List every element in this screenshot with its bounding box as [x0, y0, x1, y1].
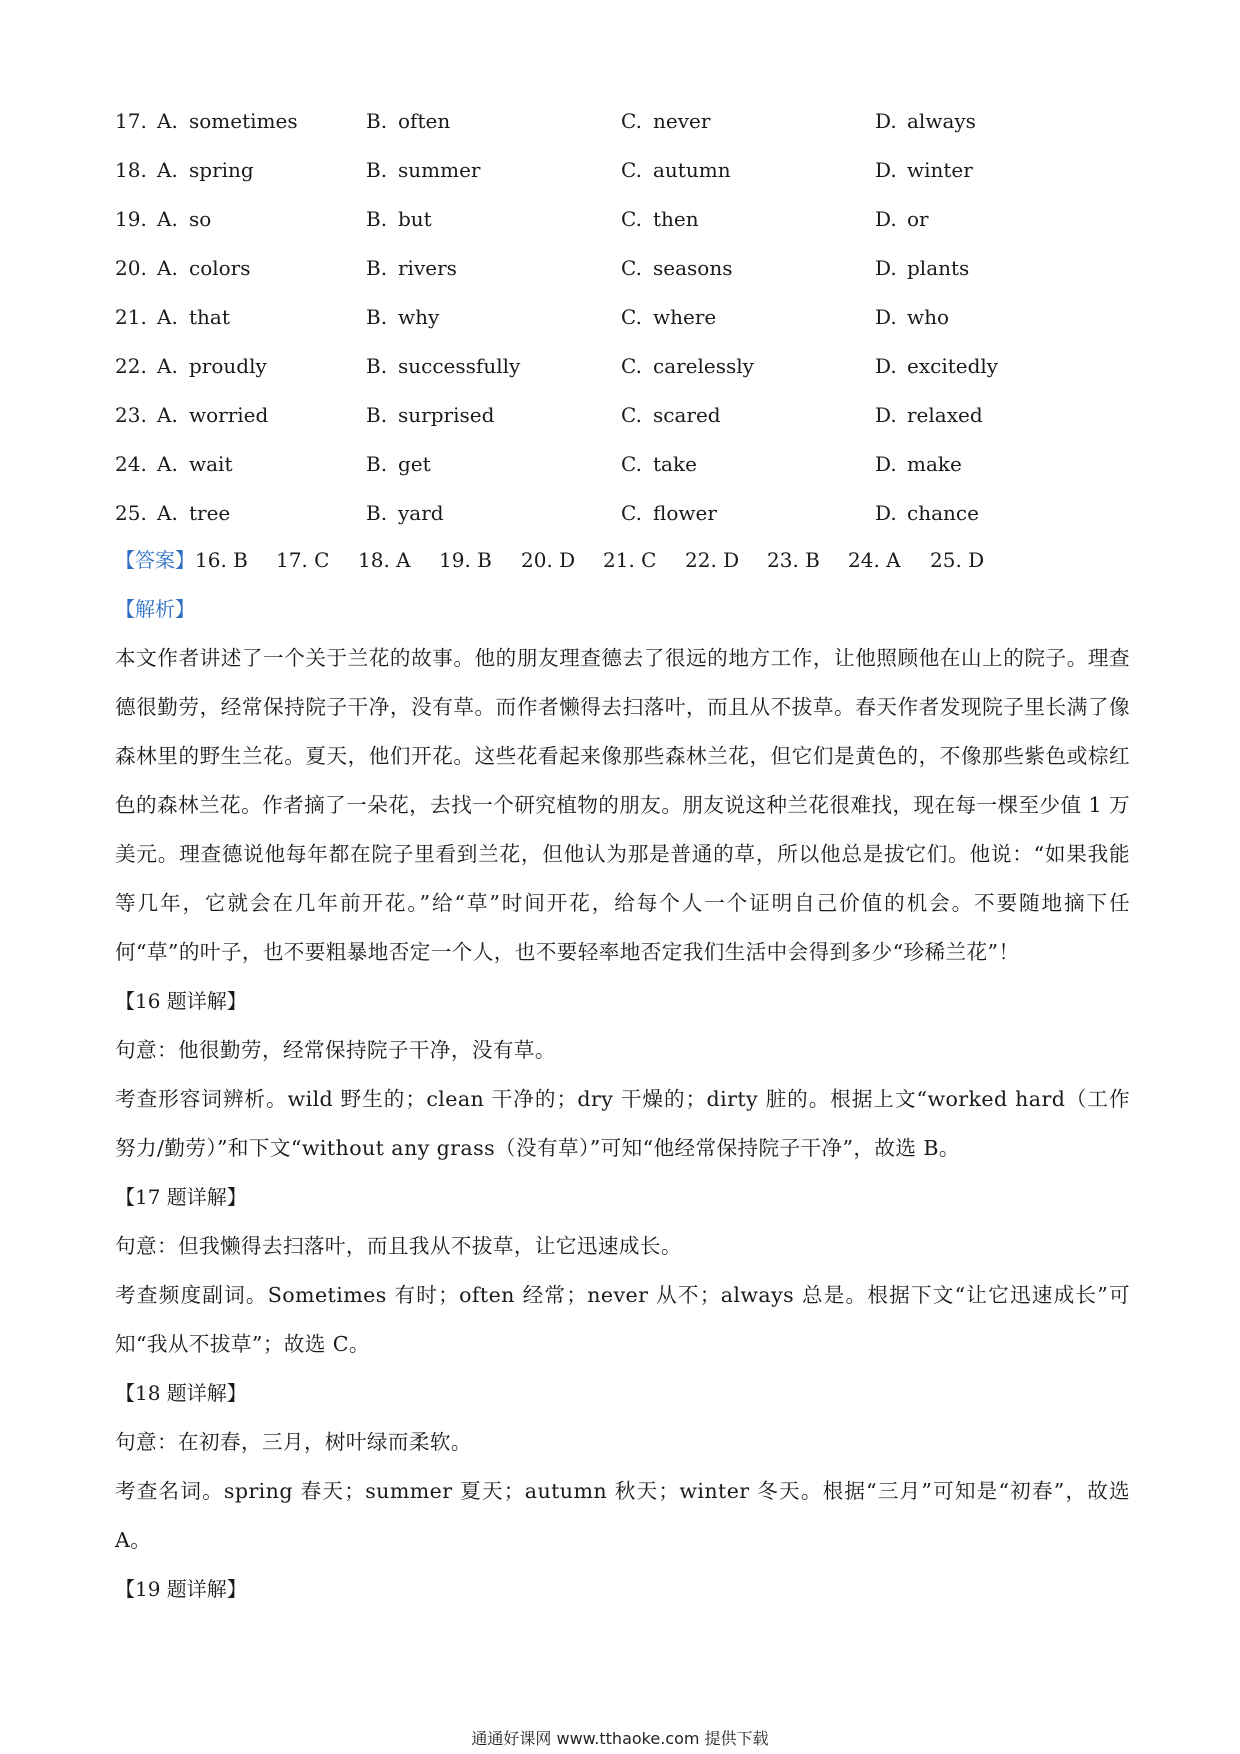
option-row	[115, 443, 1135, 492]
option-word: successfully	[398, 354, 521, 378]
option-word: wait	[189, 452, 233, 476]
option-c	[621, 345, 754, 387]
option-d	[875, 394, 983, 436]
option-word: often	[398, 109, 451, 133]
option-word: always	[907, 109, 976, 133]
option-word: rivers	[398, 256, 457, 280]
option-d	[875, 149, 973, 191]
option-c	[621, 247, 732, 289]
option-word: so	[189, 207, 212, 231]
option-letter: A.	[157, 109, 178, 133]
option-d	[875, 443, 962, 485]
q16-detail: 考查形容词辨析。wild 野生的；clean 干净的；dry 干燥的；dirty 脏的。根据上文“worked hard（工作努力/勤劳）”和下文“without any grass（没有草）”可知“他经常保持院子干净”，故选 B。	[115, 1087, 1130, 1160]
option-row	[115, 296, 1135, 345]
option-c	[621, 492, 717, 534]
option-word: winter	[907, 158, 973, 182]
summary-paragraph: 本文作者讲述了一个关于兰花的故事。他的朋友理查德去了很远的地方工作，让他照顾他在山上的院子。理查德很勤劳，经常保持院子干净，没有草。而作者懒得去扫落叶，而且从不拔草。春天作者发现院子里长满了像森林里的野生兰花。夏天，他们开花。这些花看起来像那些森林兰花，但它们是黄色的，不像那些紫色或棕红色的森林兰花。作者摘了一朵花，去找一个研究植物的朋友。朋友说这种兰花很难找，现在每一棵至少值 1 万美元。理查德说他每年都在院子里看到兰花，但他认为那是普通的草，所以他总是拔它们。他说：“如果我能等几年，它就会在几年前开花。”给“草”时间开花，给每个人一个证明自己价值的机会。不要随地摘下任何“草”的叶子，也不要粗暴地否定一个人，也不要轻率地否定我们生活中会得到多少“珍稀兰花”！	[115, 646, 1130, 964]
option-word: make	[907, 452, 962, 476]
option-letter: B.	[366, 305, 388, 329]
question-number: 21.	[115, 305, 147, 329]
option-letter: D.	[875, 305, 897, 329]
option-d	[875, 296, 949, 338]
q18-heading: 【18 题详解】	[115, 1381, 247, 1405]
option-letter: B.	[366, 207, 388, 231]
option-row	[115, 198, 1135, 247]
option-word: take	[653, 452, 697, 476]
option-letter: B.	[366, 501, 388, 525]
answer-label: 【答案】	[115, 548, 195, 572]
option-word: worried	[189, 403, 269, 427]
analysis-line	[115, 585, 1130, 634]
page-footer: 通通好课网 www.tthaoke.com 提供下载	[471, 1729, 769, 1748]
answer-item: 16. B	[195, 548, 248, 572]
option-word: who	[907, 305, 950, 329]
option-letter: A.	[157, 158, 178, 182]
option-letter: C.	[621, 207, 642, 231]
option-a	[157, 149, 254, 191]
option-d	[875, 247, 969, 289]
option-word: then	[653, 207, 699, 231]
option-word: carelessly	[653, 354, 754, 378]
option-letter: C.	[621, 305, 642, 329]
option-c	[621, 149, 731, 191]
option-list	[115, 100, 1135, 541]
option-word: chance	[907, 501, 979, 525]
option-word: spring	[189, 158, 254, 182]
option-c	[621, 443, 697, 485]
option-letter: B.	[366, 452, 388, 476]
option-c	[621, 198, 699, 240]
option-d	[875, 345, 998, 387]
option-a	[157, 198, 211, 240]
option-letter: B.	[366, 403, 388, 427]
option-word: plants	[907, 256, 970, 280]
option-letter: D.	[875, 354, 897, 378]
option-b	[366, 345, 520, 387]
question-number: 17.	[115, 109, 147, 133]
option-a	[157, 345, 267, 387]
option-letter: D.	[875, 158, 897, 182]
option-letter: D.	[875, 256, 897, 280]
option-word: seasons	[653, 256, 733, 280]
option-letter: C.	[621, 501, 642, 525]
option-b	[366, 296, 439, 338]
q17-detail: 考查频度副词。Sometimes 有时；often 经常；never 从不；always 总是。根据下文“让它迅速成长”可知“我从不拔草”；故选 C。	[115, 1283, 1130, 1356]
option-letter: C.	[621, 354, 642, 378]
option-b	[366, 149, 480, 191]
question-number: 24.	[115, 452, 147, 476]
option-word: yard	[398, 501, 444, 525]
option-word: sometimes	[189, 109, 298, 133]
answer-item: 19. B	[439, 548, 492, 572]
option-b	[366, 247, 457, 289]
answer-item: 22. D	[685, 548, 740, 572]
option-letter: D.	[875, 403, 897, 427]
answer-item: 21. C	[603, 548, 657, 572]
option-word: get	[398, 452, 431, 476]
option-word: but	[398, 207, 432, 231]
option-row	[115, 247, 1135, 296]
option-c	[621, 100, 710, 142]
option-letter: B.	[366, 256, 388, 280]
option-letter: D.	[875, 452, 897, 476]
option-word: colors	[189, 256, 251, 280]
option-word: where	[653, 305, 717, 329]
answer-line	[115, 536, 1130, 585]
option-d	[875, 198, 929, 240]
option-letter: A.	[157, 256, 178, 280]
option-word: summer	[398, 158, 481, 182]
q16-meaning: 句意：他很勤劳，经常保持院子干净，没有草。	[115, 1038, 556, 1062]
option-letter: C.	[621, 452, 642, 476]
option-letter: B.	[366, 158, 388, 182]
option-b	[366, 100, 450, 142]
option-b	[366, 443, 431, 485]
q16-heading: 【16 题详解】	[115, 989, 247, 1013]
option-b	[366, 198, 432, 240]
answer-item: 25. D	[930, 548, 985, 572]
option-a	[157, 247, 251, 289]
answer-item: 24. A	[848, 548, 901, 572]
option-row	[115, 345, 1135, 394]
option-letter: D.	[875, 501, 897, 525]
option-letter: B.	[366, 354, 388, 378]
option-letter: D.	[875, 207, 897, 231]
option-letter: C.	[621, 158, 642, 182]
option-word: or	[907, 207, 929, 231]
option-letter: C.	[621, 256, 642, 280]
option-letter: C.	[621, 109, 642, 133]
option-letter: A.	[157, 354, 178, 378]
option-word: tree	[189, 501, 231, 525]
option-c	[621, 394, 721, 436]
option-c	[621, 296, 716, 338]
option-letter: C.	[621, 403, 642, 427]
answer-item: 23. B	[767, 548, 820, 572]
option-word: autumn	[653, 158, 731, 182]
question-number: 18.	[115, 158, 147, 182]
option-a	[157, 100, 298, 142]
option-word: surprised	[398, 403, 495, 427]
question-number: 22.	[115, 354, 147, 378]
option-letter: A.	[157, 403, 178, 427]
option-row	[115, 100, 1135, 149]
answer-item: 20. D	[521, 548, 576, 572]
option-a	[157, 394, 268, 436]
option-row	[115, 394, 1135, 443]
option-letter: A.	[157, 305, 178, 329]
option-b	[366, 394, 494, 436]
option-letter: A.	[157, 501, 178, 525]
q19-heading: 【19 题详解】	[115, 1577, 247, 1601]
question-number: 20.	[115, 256, 147, 280]
question-number: 23.	[115, 403, 147, 427]
option-row	[115, 492, 1135, 541]
option-word: that	[189, 305, 230, 329]
option-row	[115, 149, 1135, 198]
option-letter: A.	[157, 452, 178, 476]
q17-heading: 【17 题详解】	[115, 1185, 247, 1209]
q18-meaning: 句意：在初春，三月，树叶绿而柔软。	[115, 1430, 472, 1454]
question-number: 25.	[115, 501, 147, 525]
option-d	[875, 100, 976, 142]
option-d	[875, 492, 979, 534]
analysis-label: 【解析】	[115, 597, 195, 621]
option-word: scared	[653, 403, 721, 427]
option-word: excitedly	[907, 354, 999, 378]
option-a	[157, 296, 230, 338]
option-word: never	[653, 109, 711, 133]
option-word: proudly	[189, 354, 267, 378]
question-number: 19.	[115, 207, 147, 231]
q18-detail: 考查名词。spring 春天；summer 夏天；autumn 秋天；winter 冬天。根据“三月”可知是“初春”，故选 A。	[115, 1479, 1130, 1552]
q17-meaning: 句意：但我懒得去扫落叶，而且我从不拔草，让它迅速成长。	[115, 1234, 682, 1258]
answer-body	[115, 536, 1130, 1614]
option-letter: A.	[157, 207, 178, 231]
option-word: relaxed	[907, 403, 983, 427]
option-b	[366, 492, 444, 534]
option-a	[157, 443, 232, 485]
answer-item: 18. A	[358, 548, 411, 572]
answer-item: 17. C	[276, 548, 330, 572]
option-letter: B.	[366, 109, 388, 133]
option-a	[157, 492, 230, 534]
option-word: flower	[653, 501, 717, 525]
option-letter: D.	[875, 109, 897, 133]
option-word: why	[398, 305, 440, 329]
